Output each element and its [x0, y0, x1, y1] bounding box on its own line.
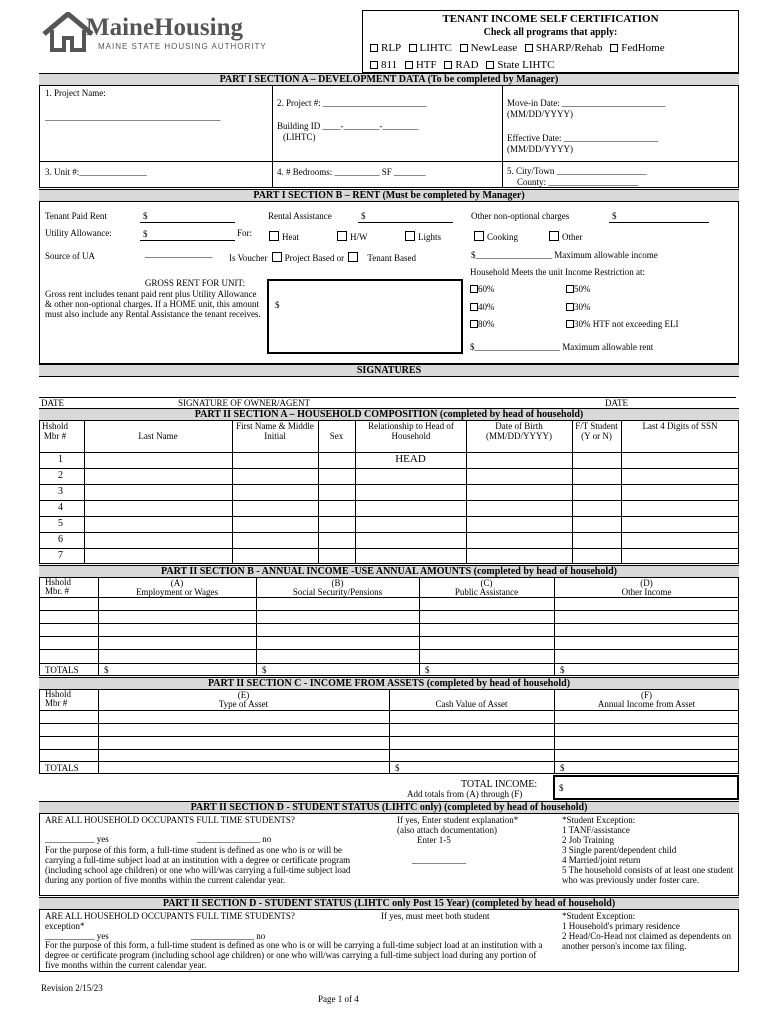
pct-50: [566, 284, 591, 294]
head-relationship: HEAD: [395, 453, 426, 465]
col-ssn: Last 4 Digits of SSN: [642, 421, 718, 431]
col-ft-student: F/T Student (Y or N): [575, 421, 618, 441]
part2a-title: PART II SECTION A – HOUSEHOLD COMPOSITION (completed by head of household): [39, 408, 739, 421]
total-income-label: TOTAL INCOME:: [461, 779, 538, 790]
rental-assistance-dollar: $: [361, 211, 366, 221]
tenant-paid-rent-field[interactable]: [140, 222, 235, 223]
sign-date-right: DATE: [605, 398, 628, 408]
post15-no-field[interactable]: ______________ no: [191, 931, 266, 941]
student-definition: For the purpose of this form, a full-time student is defined as one who is or will be carrying a full-time subject load at an institution with a degree or certificate program (including school age children) or one who will/was carrying a full-time subject load during any portion of five months within the current calendar year.: [45, 845, 351, 885]
rad-label: RAD: [455, 59, 479, 71]
part2d2-title: PART II SECTION D - STUDENT STATUS (LIHTC only Post 15 Year) (completed by head of household): [39, 897, 739, 910]
rad-checkbox[interactable]: [444, 61, 452, 69]
effective-date-format: (MM/DD/YYYY): [507, 144, 573, 154]
income-col-hshold: Hshold Mbr. #: [45, 577, 72, 596]
total-income-input[interactable]: [553, 775, 739, 800]
part1b-title: PART I SECTION B – RENT (Must be completed by Manager): [39, 189, 739, 202]
utility-for-label: For:: [237, 228, 253, 238]
pct-30-htf-checkbox[interactable]: [566, 320, 574, 328]
col-first-name: First Name & Middle Initial: [236, 421, 314, 441]
gross-rent-title: GROSS RENT FOR UNIT:: [144, 278, 246, 288]
fedhome-label: FedHome: [621, 42, 665, 54]
page-number: Page 1 of 4: [318, 994, 359, 1004]
row-num-6: 6: [58, 534, 63, 545]
project-based-checkbox[interactable]: [272, 252, 282, 262]
post15-exception-1: 1 Household's primary residence: [562, 921, 680, 931]
pct-80-label: 80%: [478, 319, 495, 329]
total-b-dollar: $: [262, 665, 267, 675]
811-label: 811: [381, 59, 398, 71]
programs-row-1: [370, 42, 665, 54]
state-lihtc-checkbox[interactable]: [486, 61, 494, 69]
rental-assistance-field[interactable]: [358, 222, 453, 223]
lights-label: Lights: [418, 232, 442, 242]
heat-label: Heat: [282, 232, 299, 242]
tenant-based-checkbox[interactable]: [348, 252, 358, 262]
asset-col-f-label: Annual Income from Asset: [597, 699, 696, 709]
student-exception-5: 5 The household consists of at least one student who was previously under foster care.: [562, 865, 734, 885]
row-num-4: 4: [58, 502, 63, 513]
owner-signature-label: SIGNATURE OF OWNER/AGENT: [178, 398, 310, 408]
move-in-date-format: (MM/DD/YYYY): [507, 109, 573, 119]
row-num-1: 1: [58, 454, 63, 465]
sharp-checkbox[interactable]: [525, 44, 533, 52]
hw-label: H/W: [350, 232, 368, 242]
asset-col-e-label: Type of Asset: [218, 699, 269, 709]
effective-date-field[interactable]: Effective Date: _____________________: [507, 133, 659, 143]
utility-cooking: [474, 231, 518, 242]
voucher-question: [229, 252, 416, 263]
other-charges-field[interactable]: [609, 222, 709, 223]
signatures-title: SIGNATURES: [39, 364, 739, 377]
student-yes-field[interactable]: ___________ yes: [45, 834, 109, 844]
col-relationship: Relationship to Head of Household: [368, 421, 454, 441]
total-a-dollar: $: [104, 665, 109, 675]
pct-50-checkbox[interactable]: [566, 285, 574, 293]
utility-heat: [269, 231, 299, 242]
income-col-d-label: Other Income: [621, 587, 672, 597]
pct-30: [566, 302, 591, 312]
asset-col-e: (E): [237, 690, 250, 700]
form-title: TENANT INCOME SELF CERTIFICATION: [442, 13, 659, 25]
asset-totals-label: TOTALS: [45, 763, 79, 773]
move-in-date-field[interactable]: Move-in Date: _______________________: [507, 98, 666, 108]
utility-hw: [337, 231, 368, 242]
pct-30-htf: [566, 319, 678, 329]
pct-40-checkbox[interactable]: [470, 303, 478, 311]
total-income-dollar: $: [559, 783, 564, 793]
revision: Revision 2/15/23: [41, 983, 103, 993]
utility-lights: [405, 231, 441, 242]
post15-exception-title: *Student Exception:: [562, 911, 636, 921]
income-col-b-label: Social Security/Pensions: [292, 587, 383, 597]
rental-assistance-label: Rental Assistance: [268, 211, 332, 221]
other-utility-label: Other: [562, 232, 583, 242]
pct-40: [470, 302, 495, 312]
student-exception-4: 4 Married/joint return: [562, 855, 641, 865]
household-table: [39, 420, 739, 564]
newlease-checkbox[interactable]: [460, 44, 468, 52]
income-restriction-label: Household Meets the unit Income Restriction at:: [470, 267, 645, 277]
state-lihtc-label: State LIHTC: [497, 59, 555, 71]
owner-signature-line[interactable]: [39, 397, 736, 398]
income-totals-label: TOTALS: [45, 665, 79, 675]
hw-checkbox[interactable]: [337, 231, 347, 241]
post15-question: ARE ALL HOUSEHOLD OCCUPANTS FULL TIME STUDENTS?: [45, 911, 295, 921]
asset-total-f-dollar: $: [560, 763, 565, 773]
cooking-label: Cooking: [487, 232, 519, 242]
heat-checkbox[interactable]: [269, 231, 279, 241]
other-utility-checkbox[interactable]: [549, 231, 559, 241]
gross-rent-input[interactable]: [267, 279, 463, 354]
row-num-5: 5: [58, 518, 63, 529]
max-rent-field[interactable]: $___________________ Maximum allowable rent: [470, 342, 654, 352]
student-no-field[interactable]: ______________ no: [197, 834, 272, 844]
lihtc-checkbox[interactable]: [409, 44, 417, 52]
student-question: ARE ALL HOUSEHOLD OCCUPANTS FULL TIME STUDENTS?: [45, 815, 295, 825]
total-d-dollar: $: [560, 665, 565, 675]
student-attach: (also attach documentation): [397, 825, 497, 835]
pct-60-checkbox[interactable]: [470, 285, 478, 293]
income-col-d: (D): [640, 578, 653, 588]
asset-col-hshold: Hshold Mbr #: [45, 689, 72, 708]
pct-30-checkbox[interactable]: [566, 303, 574, 311]
utility-other: [549, 231, 583, 242]
811-checkbox[interactable]: [370, 61, 378, 69]
pct-80: [470, 319, 495, 329]
post15-definition: For the purpose of this form, a full-time student is defined as one who is or will be carrying a full-time subject load at an institution with a degree or certificate program (including school age children) or one who will/was carrying a full-time subject load during any portion of five months within the current calendar year.: [45, 940, 543, 970]
form-subtitle: Check all programs that apply:: [483, 27, 618, 38]
student-exception-2: 2 Job Training: [562, 835, 615, 845]
part2b-title: PART II SECTION B - ANNUAL INCOME -USE ANNUAL AMOUNTS (completed by head of household): [39, 565, 739, 578]
student-ifyes: If yes, Enter student explanation*: [397, 815, 519, 825]
newlease-label: NewLease: [470, 42, 518, 54]
row-num-3: 3: [58, 486, 63, 497]
income-col-b: (B): [331, 578, 344, 588]
lights-checkbox[interactable]: [405, 231, 415, 241]
sharp-label: SHARP/Rehab: [535, 42, 603, 54]
building-id-note: (LIHTC): [283, 132, 316, 142]
source-ua-field[interactable]: _______________: [145, 249, 213, 259]
gross-rent-description: Gross rent includes tenant paid rent plus Utility Allowance & other non-optional charges. If a HOME unit, this amount must also include any Rental Assistance the tenant receives.: [45, 289, 261, 319]
rlp-checkbox[interactable]: [370, 44, 378, 52]
project-number-field[interactable]: 2. Project #: _______________________: [277, 98, 427, 108]
htf-label: HTF: [415, 59, 437, 71]
post15-exception-star: exception*: [45, 921, 85, 931]
pct-40-label: 40%: [478, 302, 495, 312]
source-ua-label: Source of UA: [45, 251, 95, 261]
col-last-name: Last Name: [138, 431, 178, 441]
pct-30-htf-label: 30% HTF not exceeding ELI: [574, 319, 679, 329]
other-charges-dollar: $: [612, 211, 617, 221]
logo-name: MaineHousing: [86, 14, 243, 41]
pct-60-label: 60%: [478, 284, 495, 294]
project-based-label: Project Based or: [284, 253, 345, 263]
project-name-field[interactable]: _______________________________________: [45, 112, 221, 122]
asset-total-cash-dollar: $: [395, 763, 400, 773]
asset-col-f: (F): [641, 690, 652, 700]
student-exception-3: 3 Single parent/dependent child: [562, 845, 677, 855]
htf-checkbox[interactable]: [405, 61, 413, 69]
part1a-title: PART I SECTION A – DEVELOPMENT DATA (To be completed by Manager): [39, 73, 739, 86]
row-num-7: 7: [58, 550, 63, 561]
logo-subtitle: MAINE STATE HOUSING AUTHORITY: [98, 42, 267, 51]
building-id-field[interactable]: Building ID ____-________-________: [277, 121, 419, 131]
post15-ifyes: If yes, must meet both student: [381, 911, 490, 921]
project-name-label: 1. Project Name:: [45, 88, 106, 98]
tenant-paid-rent-label: Tenant Paid Rent: [45, 211, 107, 221]
fedhome-checkbox[interactable]: [610, 44, 618, 52]
lihtc-label: LIHTC: [419, 42, 452, 54]
other-charges-label: Other non-optional charges: [471, 211, 570, 221]
income-col-c-label: Public Assistance: [454, 587, 519, 597]
city-field[interactable]: 5. City/Town ____________________: [507, 166, 647, 176]
asset-col-cash: Cash Value of Asset: [435, 699, 508, 709]
pct-60: [470, 284, 495, 294]
row-num-2: 2: [58, 470, 63, 481]
income-col-a-label: Employment or Wages: [135, 587, 219, 597]
max-income-field[interactable]: $_________________ Maximum allowable income: [471, 250, 658, 260]
col-hshold: Hshold Mbr #: [41, 421, 68, 441]
rlp-label: RLP: [381, 42, 401, 54]
tenant-based-label: Tenant Based: [367, 253, 417, 263]
gross-rent-dollar: $: [275, 300, 280, 310]
unit-number-field[interactable]: 3. Unit #:_______________: [45, 167, 147, 177]
utility-allowance-label: Utility Allowance:: [45, 228, 112, 238]
total-c-dollar: $: [425, 665, 430, 675]
is-voucher-label: Is Voucher: [229, 253, 268, 263]
cooking-checkbox[interactable]: [474, 231, 484, 241]
sign-date-left: DATE: [41, 398, 64, 408]
col-dob: Date of Birth (MM/DD/YYYY): [486, 421, 552, 441]
part2d1-title: PART II SECTION D - STUDENT STATUS (LIHTC only) (completed by head of household): [39, 801, 739, 814]
income-col-a: (A): [170, 578, 184, 588]
utility-allowance-dollar: $: [143, 229, 148, 239]
student-exception-title: *Student Exception:: [562, 815, 636, 825]
col-sex: Sex: [329, 431, 344, 441]
post15-exception-2: 2 Head/Co-Head not claimed as dependents on another person's income tax filing.: [562, 931, 731, 951]
utility-allowance-field[interactable]: [140, 240, 235, 241]
tenant-paid-rent-dollar: $: [143, 211, 148, 221]
pct-50-label: 50%: [574, 284, 591, 294]
part2c-title: PART II SECTION C - INCOME FROM ASSETS (completed by head of household): [39, 677, 739, 690]
programs-row-2: [370, 59, 555, 71]
student-explanation-field[interactable]: ____________: [412, 855, 466, 865]
bedrooms-field[interactable]: 4. # Bedrooms: __________ SF _______: [277, 167, 426, 177]
student-exception-1: 1 TANF/assistance: [562, 825, 630, 835]
student-enter: Enter 1-5: [417, 835, 451, 845]
post15-yes-field[interactable]: ___________ yes: [45, 931, 109, 941]
pct-30-label: 30%: [574, 302, 591, 312]
pct-80-checkbox[interactable]: [470, 320, 478, 328]
county-field[interactable]: County: ____________________: [517, 177, 639, 187]
income-col-c: (C): [480, 578, 493, 588]
total-income-sub: Add totals from (A) through (F): [407, 789, 523, 799]
